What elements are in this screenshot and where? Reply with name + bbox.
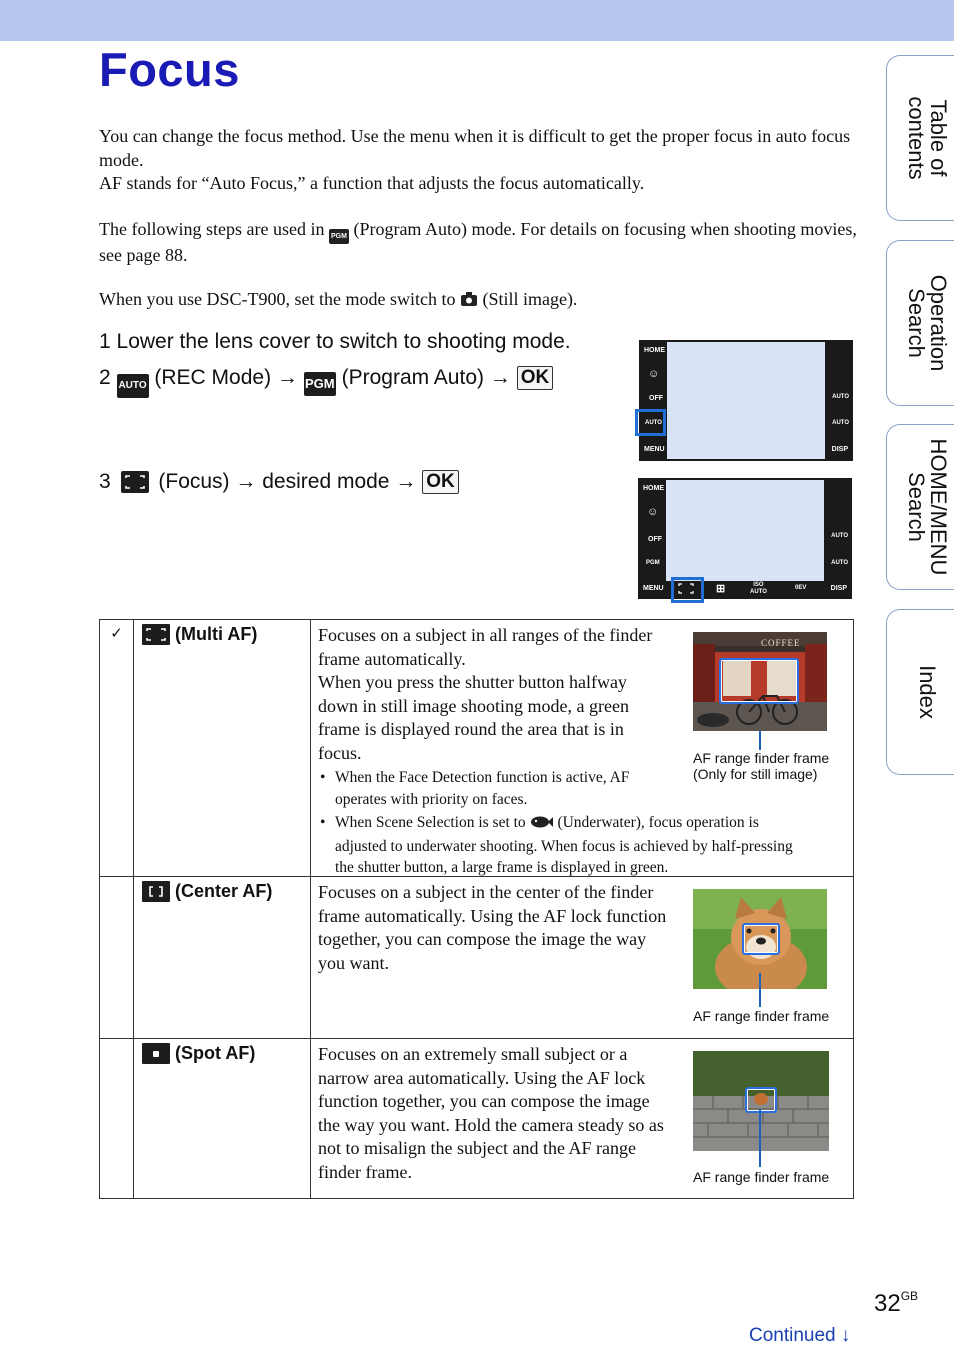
- caption-leader-line: [759, 1109, 761, 1167]
- desc-cell: [311, 1039, 854, 1199]
- screen-viewfinder: [667, 342, 825, 459]
- multi-af-icon: [121, 471, 149, 499]
- multi-af-description: [311, 620, 853, 876]
- menu-label: MENU: [643, 585, 664, 592]
- multi-af-icon: [142, 624, 170, 645]
- menu-label: MENU: [644, 446, 665, 453]
- program-auto-icon: PGM: [329, 229, 349, 244]
- table-row: [100, 1039, 854, 1199]
- face-icon: ☺: [648, 368, 660, 380]
- macro-auto-label: AUTO: [832, 420, 849, 426]
- center-af-icon: [142, 881, 170, 902]
- still-image-camera-icon: [460, 290, 478, 314]
- page-suffix: GB: [900, 1289, 919, 1303]
- desc-cell: [311, 620, 854, 877]
- spot-af-name: [134, 1039, 310, 1068]
- ok-button-icon: OK: [517, 366, 554, 390]
- desc-cell: [311, 877, 854, 1039]
- desired-mode-label: desired mode: [262, 470, 390, 493]
- tab-home-menu-search[interactable]: [886, 424, 954, 590]
- intro-text-2: AF stands for “Auto Focus,” a function that adjusts the focus automatically.: [99, 173, 645, 193]
- multi-af-text: [318, 624, 668, 765]
- bullet-2-text-b: (Underwater), focus operation is adjusted to underwater shooting. When focus is achieved by half-pressing the shutter button, a large frame is displayed in green.: [335, 814, 793, 876]
- pgm-icon: PGM: [304, 372, 336, 396]
- tab-table-of-contents[interactable]: [886, 55, 954, 221]
- bullet-2-text-a: When Scene Selection is set to: [335, 814, 526, 831]
- step-2: [99, 366, 553, 398]
- home-label: HOME: [643, 485, 664, 492]
- camera-screen-focus-menu: [638, 478, 852, 599]
- disp-label: DISP: [830, 585, 847, 592]
- mode-cell: [134, 620, 311, 877]
- macro-auto-label: AUTO: [831, 560, 848, 566]
- flash-auto-label: AUTO: [832, 394, 849, 400]
- multi-af-desc-1: Focuses on a subject in all ranges of the finder frame automatically.: [318, 625, 653, 669]
- program-auto-label: (Program Auto): [341, 366, 484, 389]
- caption-leader-line: [759, 973, 761, 1007]
- default-cell: [100, 620, 134, 877]
- table-row: [100, 877, 854, 1039]
- tab-op-label: Operation Search: [904, 274, 951, 372]
- page-title: Focus: [99, 43, 240, 96]
- focus-label: (Focus): [158, 470, 230, 493]
- rec-mode-icon: AUTO: [117, 374, 149, 398]
- spot-af-label: (Spot AF): [175, 1043, 256, 1063]
- rec-auto-label: AUTO: [645, 420, 662, 426]
- center-af-description: [311, 877, 853, 1038]
- multi-af-bullet-2: [318, 812, 810, 879]
- spot-af-desc-1: Focuses on an extremely small subject or a narrow area automatically. Using the AF lock function together, you can compose the image the way you want. Hold the camera steady so as not to misalign the subject and the AF range finder frame.: [318, 1044, 664, 1182]
- tab-idx-label: Index: [915, 665, 940, 719]
- step-2-number: 2: [99, 366, 111, 389]
- intro-paragraph-2: [99, 218, 859, 268]
- focus-mode-table: [99, 619, 854, 1199]
- ev-label: 0EV: [795, 585, 807, 591]
- pgm-label: PGM: [646, 560, 660, 566]
- spot-af-photo: [693, 1051, 829, 1151]
- intro-paragraph-1: [99, 125, 859, 196]
- mode-cell: [134, 877, 311, 1039]
- iso-auto-label: ISO AUTO: [750, 582, 767, 595]
- mode-cell: [134, 1039, 311, 1199]
- tab-operation-search[interactable]: [886, 240, 954, 406]
- intro-text-4b: (Still image).: [482, 289, 578, 309]
- intro-text-4a: When you use DSC-T900, set the mode switch to: [99, 289, 456, 309]
- multi-af-name: [134, 620, 310, 649]
- center-af-label: (Center AF): [175, 881, 273, 901]
- spot-af-description: [311, 1039, 853, 1198]
- flash-off-label: OFF: [649, 395, 663, 402]
- arrow-icon: →: [276, 366, 298, 389]
- continued-label: Continued: [749, 1325, 836, 1346]
- header-bar: [0, 0, 954, 41]
- continued-link[interactable]: [749, 1325, 850, 1347]
- af-range-finder-frame: [745, 1087, 777, 1113]
- step-3: [99, 470, 459, 499]
- underwater-fish-icon: [530, 814, 554, 836]
- spot-af-icon: [142, 1043, 170, 1064]
- down-arrow-icon: ↓: [840, 1325, 851, 1346]
- multi-af-label: (Multi AF): [175, 624, 258, 644]
- disp-label: DISP: [831, 446, 848, 453]
- selection-highlight: [635, 409, 666, 436]
- multi-af-icon: [678, 583, 694, 594]
- tab-hm-label: HOME/MENU Search: [904, 438, 951, 576]
- metering-icon: ⊞: [716, 583, 726, 595]
- step-1: 1 Lower the lens cover to switch to shooting mode.: [99, 330, 571, 353]
- multi-af-photo: [693, 632, 827, 731]
- ok-button-icon: OK: [422, 470, 459, 494]
- af-range-finder-frame: [742, 923, 780, 955]
- tab-toc-label: Table of contents: [904, 96, 951, 180]
- af-range-finder-frame: [719, 658, 799, 704]
- center-af-caption: AF range finder frame: [693, 1008, 830, 1024]
- arrow-icon: →: [395, 470, 417, 493]
- caption-line-1: AF range finder frame: [693, 750, 830, 766]
- default-check-icon: ✓: [110, 626, 123, 642]
- default-cell: [100, 877, 134, 1039]
- arrow-icon: →: [489, 366, 511, 389]
- step-3-number: 3: [99, 470, 111, 493]
- coffee-sign: COFFEE: [761, 638, 801, 648]
- tab-index[interactable]: [886, 609, 954, 775]
- intro-text-3b: (Program Auto) mode. For details on focusing when shooting movies, see page 88.: [99, 219, 857, 265]
- multi-af-bullet-1: • When the Face Detection function is active, AF operates with priority on faces.: [318, 767, 675, 810]
- multi-af-desc-2: When you press the shutter button halfway down in still image shooting mode, a green frame is displayed round the area that is in focus.: [318, 672, 629, 763]
- intro-paragraph-3: [99, 288, 859, 314]
- camera-screen-rec-mode: [639, 340, 853, 461]
- spot-af-caption: AF range finder frame: [693, 1169, 830, 1185]
- center-af-name: [134, 877, 310, 906]
- caption-line-2: (Only for still image): [693, 766, 818, 782]
- intro-text-3a: The following steps are used in: [99, 219, 325, 239]
- arrow-icon: →: [235, 470, 257, 493]
- flash-off-label: OFF: [648, 536, 662, 543]
- center-af-desc-1: Focuses on a subject in the center of the finder frame automatically. Using the AF lock function together, you can compose the image the way you want.: [318, 882, 667, 973]
- intro-text-1: You can change the focus method. Use the menu when it is difficult to get the proper focus in auto focus mode.: [99, 126, 851, 170]
- page-number: $32^{GB}$: [874, 1289, 919, 1317]
- multi-af-caption: [693, 750, 829, 782]
- screen-viewfinder: [666, 480, 824, 581]
- default-cell: [100, 1039, 134, 1199]
- caption-leader-line: [759, 731, 761, 750]
- flash-auto-label: AUTO: [831, 533, 848, 539]
- home-label: HOME: [644, 347, 665, 354]
- face-icon: ☺: [647, 506, 659, 518]
- rec-mode-label: (REC Mode): [154, 366, 272, 389]
- table-row: [100, 620, 854, 877]
